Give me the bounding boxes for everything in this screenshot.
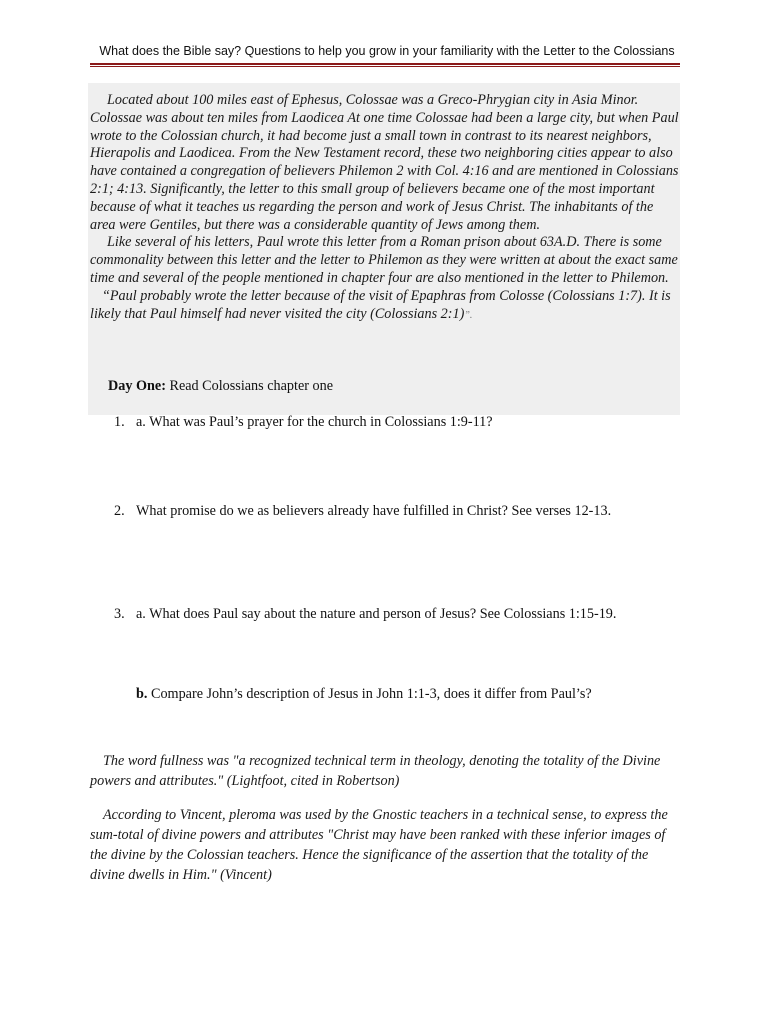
page-header: What does the Bible say? Questions to help you grow in your familiarity with the Letter to the Colossians	[99, 44, 675, 58]
question-text: a. What does Paul say about the nature and person of Jesus? See Colossians 1:15-19.	[136, 606, 617, 622]
intro-paragraph-1: Located about 100 miles east of Ephesus, Colossae was a Greco-Phrygian city in Asia Minor. Colossae was about ten miles from Laodicea At one time Colossae had been a large city, but when Paul wrote to the Colossian church, it had become just a small town in contrast to its nearest neighbors, Hierapolis and Laodicea. From the New Testament record, these two neighboring cities appear to also have contained a congregation of believers Philemon 2 with Col. 4:16 and are mentioned in Colossians 2:1; 4:13. Significantly, the letter to this small group of believers became one of the most important because of what it teaches us regarding the person and work of Jesus Christ. The inhabitants of the area were Gentiles, but there was a considerable quantity of Jews among them.	[90, 92, 679, 233]
question-number: 2.	[114, 503, 125, 519]
day-one-label: Day One:	[108, 378, 166, 394]
note-pleroma	[90, 805, 680, 885]
intro-quote-text: “Paul probably wrote the letter because of the visit of Epaphras from Colosse (Colossians 1:7). It is likely that Paul himself had never visited the city (Colossians 2:1)	[90, 287, 671, 322]
note-text: The word fullness was "a recognized technical term in theology, denoting the totality of the Divine powers and attributes." (Lightfoot, cited in Robertson)	[90, 753, 661, 789]
note-fullness	[90, 751, 680, 791]
question-number: 1.	[114, 414, 125, 430]
question-number: 3.	[114, 606, 125, 622]
header-rule	[90, 63, 680, 65]
question-1	[114, 414, 493, 431]
question-text: Compare John’s description of Jesus in John 1:1-3, does it differ from Paul’s?	[147, 686, 592, 702]
question-text: a. What was Paul’s prayer for the church in Colossians 1:9-11?	[136, 414, 493, 430]
intro-paragraph-2: Like several of his letters, Paul wrote this letter from a Roman prison about 63A.D. There is some commonality between this letter and the letter to Philemon as they were written at about the exact same time and several of the people mentioned in chapter four are also mentioned in the letter to Philemon.	[90, 234, 678, 286]
intro-quote	[90, 288, 680, 325]
question-sub-label: b.	[136, 686, 148, 702]
question-text: What promise do we as believers already have fulfilled in Christ? See verses 12-13.	[136, 503, 612, 519]
day-one-heading	[108, 378, 333, 395]
day-one-text: Read Colossians chapter one	[165, 378, 333, 394]
question-2	[114, 503, 611, 520]
header-rule-thin	[90, 66, 680, 67]
note-text: According to Vincent, pleroma was used by the Gnostic teachers in a technical sense, to express the sum-total of divine powers and attributes "Christ may have been ranked with these inferior images of the divine by the Colossian teachers. Hence the significance of the assertion that the totality of the divine dwells in Him." (Vincent)	[90, 807, 668, 883]
intro-quote-close: ”.	[464, 309, 473, 321]
intro-text	[90, 92, 680, 324]
question-3a	[114, 606, 616, 623]
question-3b	[136, 686, 592, 703]
